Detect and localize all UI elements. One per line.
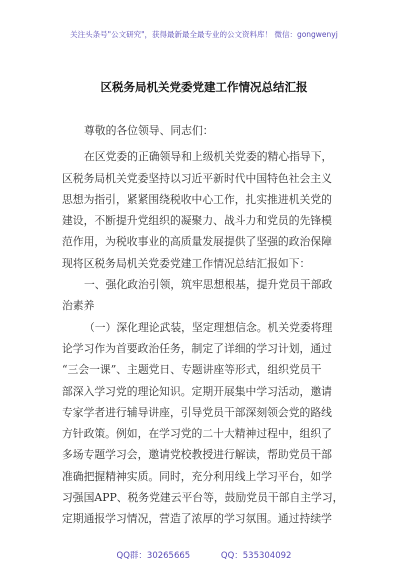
footer-qq-group: QQ群：30265665 [116, 551, 191, 561]
body-line: （一）深化理论武装，坚定理想信念。机关党委将理 [84, 320, 333, 334]
body-line: 范作用，为税收事业的高质量发展提供了坚强的政治保障 [62, 235, 332, 249]
body-line: 准确把握精神实质。同时，充分利用线上学习平台，如学 [62, 469, 332, 483]
body-line: 多场专题学习会，邀请党校教授进行解读，帮助党员干部 [62, 448, 332, 462]
salutation: 尊敬的各位领导、同志们： [84, 124, 214, 137]
body-line: 习强国APP、税务党建云平台等，鼓励党员干部自主学习， [62, 491, 344, 505]
header-banner: 关注头条号"公文研究"，获得最新最全最专业的公文资料库！ 微信：gongwenyj [70, 30, 338, 39]
footer-qq-number: QQ：535304092 [220, 551, 292, 561]
body-line: 现将区税务局机关党委党建工作情况总结汇报如下： [62, 256, 311, 270]
body-line: 部深入学习党的理论知识。定期开展集中学习活动，邀请 [62, 384, 332, 398]
body-line: 方针政策。例如，在学习党的二十大精神过程中，组织了 [62, 427, 332, 441]
body-line: 思想为指引，紧紧围绕税收中心工作，扎实推进机关党的 [62, 192, 332, 206]
document-body [62, 120, 362, 530]
body-line: 论学习作为首要政治任务，制定了详细的学习计划，通过 [62, 341, 332, 355]
document-title: 区税务局机关党委党建工作情况总结汇报 [100, 80, 308, 94]
body-line: 建设，不断提升党组织的凝聚力、战斗力和党员的先锋模 [62, 214, 332, 228]
body-line: “三会一课”、主题党日、专题讲座等形式，组织党员干 [62, 363, 322, 377]
body-line: 定期通报学习情况，营造了浓厚的学习氛围。通过持续学 [62, 512, 332, 526]
body-line: 一、强化政治引领，筑牢思想根基，提升党员干部政 [84, 278, 333, 292]
body-line: 在区党委的正确领导和上级机关党委的精心指导下， [84, 150, 333, 164]
body-paragraphs [62, 146, 362, 529]
body-line: 专家学者进行辅导讲座，引导党员干部深刻领会党的路线 [62, 405, 332, 419]
footer [0, 549, 408, 561]
body-line: 区税务局机关党委坚持以习近平新时代中国特色社会主义 [62, 171, 332, 185]
body-line: 治素养 [62, 299, 95, 313]
